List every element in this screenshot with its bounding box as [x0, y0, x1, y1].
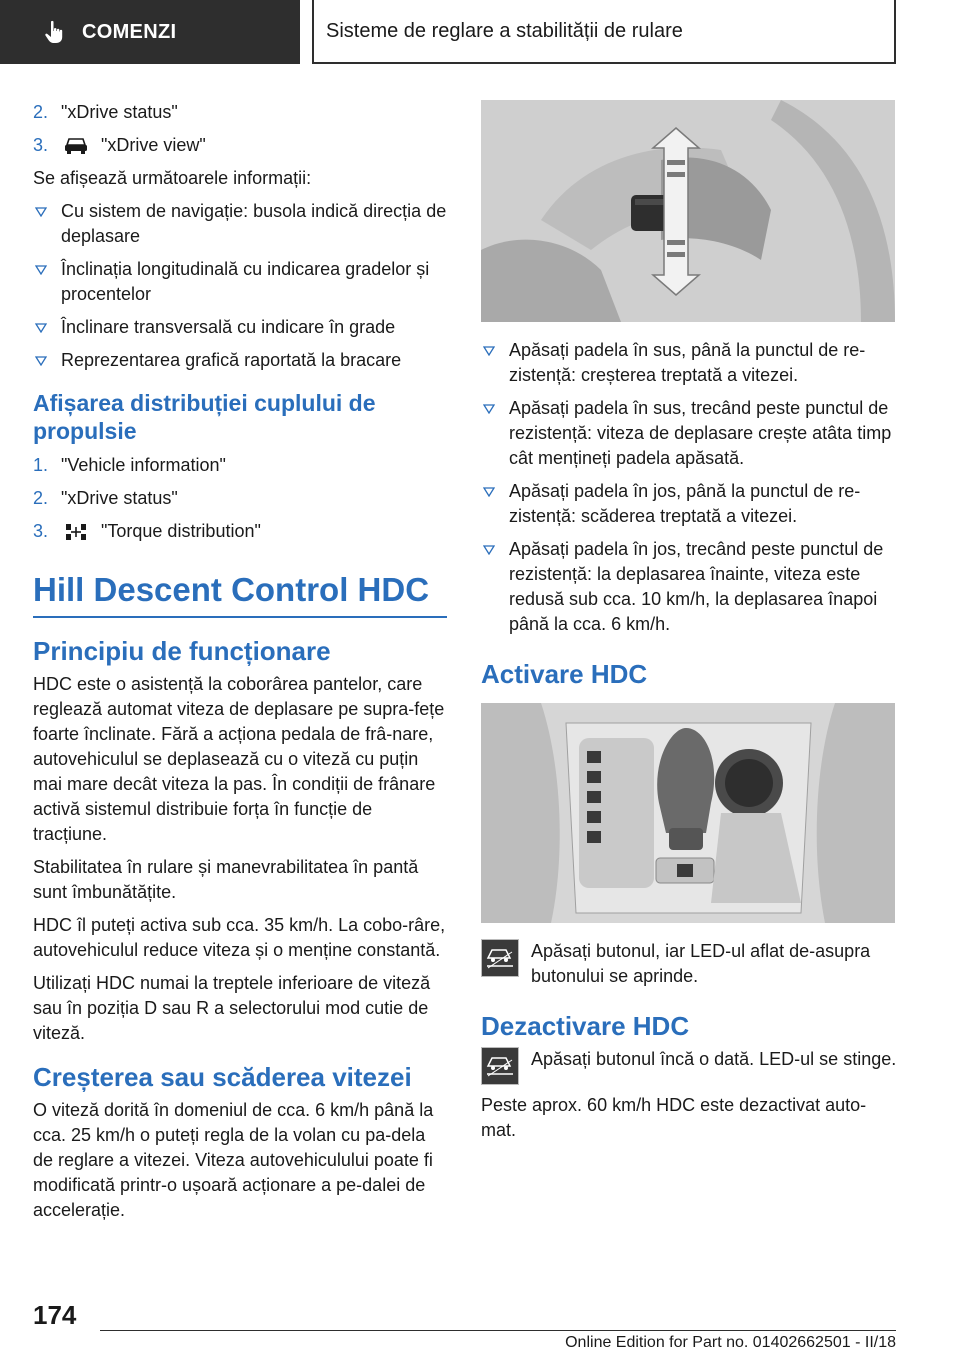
paragraph: HDC îl puteți activa sub cca. 35 km/h. La cobo-râre, autovehiculul reduce viteza și o menține constantă. — [33, 915, 446, 960]
hdc-main-heading: Hill Descent Control HDC — [33, 571, 430, 608]
edition-footer: Online Edition for Part no. 01402662501 - II/18 — [565, 1334, 896, 1351]
deactivate-text: Apăsați butonul încă o dată. LED-ul se stinge. — [531, 1049, 897, 1069]
list-item — [33, 100, 447, 125]
center-console-illustration — [481, 703, 895, 923]
list-number: 3. — [33, 521, 49, 541]
bullet-triangle-icon — [483, 346, 495, 356]
heading-rule — [33, 616, 447, 618]
bullet-text: Apăsați padela în sus, până la punctul de re-zistență: creșterea treptată a vitezei. — [509, 340, 866, 385]
deactivate-instruction — [481, 1047, 897, 1085]
bullet-triangle-icon — [483, 545, 495, 555]
bullet-triangle-icon — [35, 265, 47, 275]
deactivate-heading: Dezactivare HDC — [481, 1011, 690, 1041]
list-item — [481, 479, 897, 529]
paddle-bullet-list — [481, 338, 897, 637]
list-text: "xDrive view" — [101, 135, 206, 155]
list-item — [33, 519, 447, 544]
bullet-triangle-icon — [483, 487, 495, 497]
paragraph: Stabilitatea în rulare și manevrabilitatea în pantă sunt îmbunătățite. — [33, 857, 419, 902]
steering-paddle-illustration — [481, 100, 895, 322]
activate-instruction — [481, 939, 897, 989]
paragraph: Utilizați HDC numai la treptele inferioare de viteză sau în poziția D sau R a selectorului mod cutie de viteză. — [33, 973, 431, 1043]
bullet-text: Înclinare transversală cu indicare în grade — [61, 317, 396, 337]
bullet-text: Apăsați padela în sus, trecând peste punctul de rezistență: viteza de deplasare crește atâta timp cât mențineți padela apăsată. — [509, 398, 892, 468]
bullet-triangle-icon — [35, 207, 47, 217]
list-text: "Vehicle information" — [61, 455, 226, 475]
page-number: 174 — [33, 1300, 77, 1330]
list-text: "xDrive status" — [61, 102, 178, 122]
section-tab — [0, 0, 300, 64]
list-number: 2. — [33, 488, 49, 508]
list-number: 3. — [33, 135, 49, 155]
section-tab-label: COMENZI — [82, 20, 177, 43]
list-number: 1. — [33, 455, 49, 475]
paragraph: HDC este o asistență la coborârea pantelor, care reglează automat viteza de deplasare pe supra-fețe foarte înclinate. Fără a acționa pedala de frâ-nare, autovehiculul se deplasează cu o viteză cu puțin mai mare decât viteza la pas. În condiții de frânare activă sistemul distribuie forța în funcție de tracțiune. — [33, 674, 445, 844]
footer-rule — [100, 1330, 896, 1331]
list-text: "Torque distribution" — [101, 521, 261, 541]
bullet-text: Apăsați padela în jos, până la punctul de re-zistență: scăderea treptată a vitezei. — [509, 481, 861, 526]
list-item — [33, 133, 447, 158]
torque-distribution-icon — [61, 521, 91, 543]
list-item — [33, 315, 447, 340]
paragraph: Peste aprox. 60 km/h HDC este dezactivat auto-mat. — [481, 1095, 867, 1140]
left-column — [33, 100, 447, 1231]
speed-heading: Creșterea sau scăderea vitezei — [33, 1062, 412, 1092]
activate-text: Apăsați butonul, iar LED-ul aflat de-asupra butonului se aprinde. — [531, 941, 871, 986]
list-item — [33, 348, 447, 373]
page-header — [0, 0, 960, 66]
list-item — [481, 537, 897, 637]
hand-pointer-icon — [42, 19, 68, 45]
bullet-triangle-icon — [483, 404, 495, 414]
right-column — [481, 100, 897, 1151]
bullet-text: Reprezentarea grafică raportată la bracare — [61, 350, 402, 370]
list-item — [33, 486, 447, 511]
list-item — [33, 199, 447, 249]
car-view-icon — [61, 135, 91, 157]
info-bullet-list — [33, 199, 447, 373]
intro-text: Se afișează următoarele informații: — [33, 168, 312, 188]
list-item — [33, 453, 447, 478]
list-item — [481, 338, 897, 388]
bullet-text: Apăsați padela în jos, trecând peste punctul de rezistență: la deplasarea înainte, viteza este redusă sub cca. 10 km/h, la deplasarea înapoi până la cca. 6 km/h. — [509, 539, 884, 634]
paragraph: O viteză dorită în domeniul de cca. 6 km/h până la cca. 25 km/h o puteți regla de la volan cu pa-dela de reglare a vitezei. Viteza autovehiculului poate fi modificată printr-o ușoară acționare a pe-dalei de accelerație. — [33, 1100, 434, 1220]
bullet-triangle-icon — [35, 356, 47, 366]
bullet-text: Înclinația longitudinală cu indicarea gradelor și procentelor — [61, 259, 430, 304]
bullet-text: Cu sistem de navigație: busola indică direcția de deplasare — [61, 201, 447, 246]
torque-heading: Afișarea distribuției cuplului de propulsie — [33, 390, 376, 444]
list-item — [481, 396, 897, 471]
principle-heading: Principiu de funcționare — [33, 636, 331, 666]
list-text: "xDrive status" — [61, 488, 178, 508]
hdc-button-icon — [481, 939, 519, 977]
chapter-title: Sisteme de reglare a stabilității de rulare — [312, 0, 896, 64]
activate-heading: Activare HDC — [481, 659, 648, 689]
list-item — [33, 257, 447, 307]
list-number: 2. — [33, 102, 49, 122]
hdc-button-icon — [481, 1047, 519, 1085]
bullet-triangle-icon — [35, 323, 47, 333]
